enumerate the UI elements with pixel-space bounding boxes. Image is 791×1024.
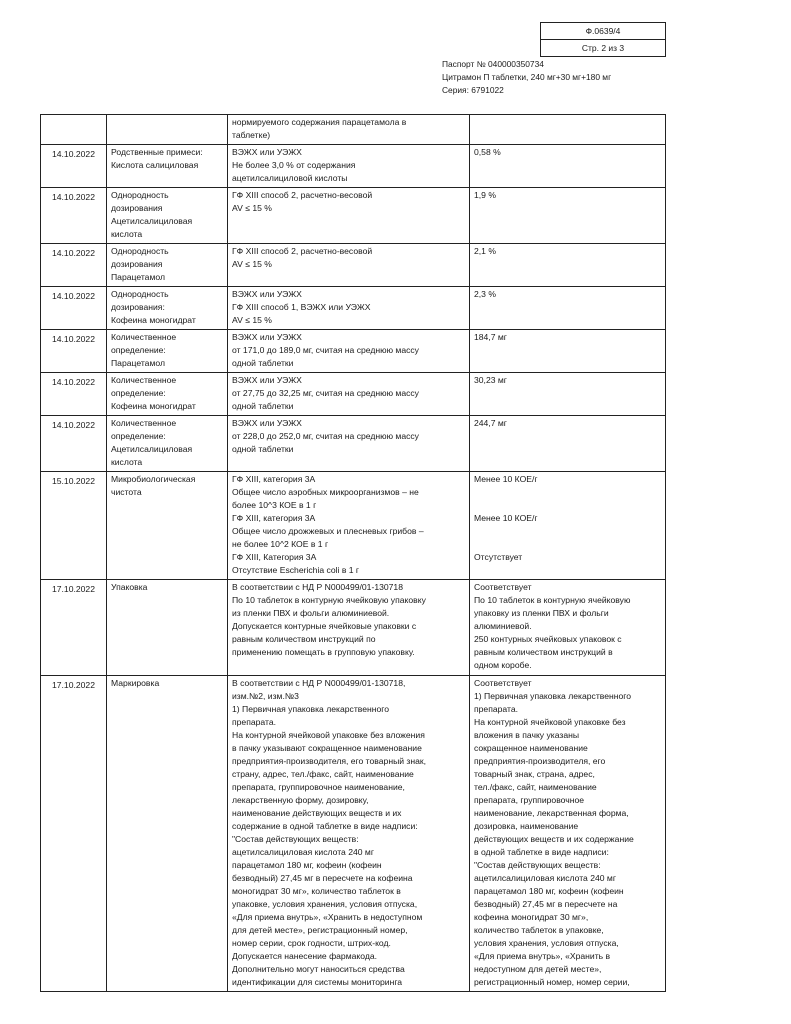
- test-result-line: безводный) 27,45 мг в пересчете на: [474, 899, 618, 909]
- test-norm-line: таблетке): [232, 130, 271, 140]
- test-norm: [228, 115, 470, 145]
- test-result-line: равным количеством инструкций в: [474, 647, 613, 657]
- test-result-line: Соответствует: [474, 582, 532, 592]
- test-name-line: дозирования: [111, 259, 163, 269]
- test-result-line: Менее 10 КОЕ/г: [474, 474, 538, 484]
- test-name-line: Однородность: [111, 289, 169, 299]
- test-norm-line: от 27,75 до 32,25 мг, считая на среднюю массу: [232, 388, 419, 398]
- test-name-line: Родственные примеси:: [111, 147, 203, 157]
- passport-header: [442, 58, 611, 97]
- test-norm: [228, 676, 470, 992]
- test-norm-line: лекарственную форму, дозировку,: [232, 795, 369, 805]
- test-norm-line: страну, адрес, тел./факс, сайт, наименование: [232, 769, 414, 779]
- test-norm-line: Допускается нанесение фармакода.: [232, 951, 378, 961]
- test-result-line: 2,1 %: [474, 246, 496, 256]
- test-results-body: [41, 115, 666, 992]
- test-result-line: количество таблеток в упаковке,: [474, 925, 604, 935]
- test-norm-line: не более 10^2 КОЕ в 1 г: [232, 539, 329, 549]
- test-norm: [228, 373, 470, 416]
- test-norm-line: ацетилсалициловая кислота 240 мг: [232, 847, 374, 857]
- test-result-line: регистрационный номер, номер серии,: [474, 977, 630, 987]
- test-result-line: недоступном для детей месте»,: [474, 964, 602, 974]
- test-result-line: действующих веществ и их содержание: [474, 834, 634, 844]
- test-name-line: Количественное: [111, 418, 177, 428]
- test-date: 14.10.2022: [41, 373, 107, 416]
- test-result-line: одном коробе.: [474, 660, 532, 670]
- test-name-line: Ацетилсалициловая: [111, 216, 193, 226]
- test-result-line: наименование, лекарственная форма,: [474, 808, 629, 818]
- test-name: [107, 416, 228, 472]
- series-number: Серия: 6791022: [442, 85, 504, 95]
- test-result-line: препарата, группировочное: [474, 795, 585, 805]
- table-row: [41, 188, 666, 244]
- test-norm-line: В соответствии с НД Р N000499/01-130718: [232, 582, 403, 592]
- test-norm-line: Не более 3,0 % от содержания: [232, 160, 356, 170]
- test-norm-line: ГФ XIII способ 2, расчетно-весовой: [232, 190, 373, 200]
- test-norm-line: В соответствии с НД Р N000499/01-130718,: [232, 678, 406, 688]
- test-result-line: 0,58 %: [474, 147, 501, 157]
- test-result-line: [474, 538, 661, 551]
- test-norm-line: применению помещать в групповую упаковку.: [232, 647, 415, 657]
- test-name: [107, 287, 228, 330]
- test-norm-line: ГФ XIII способ 2, расчетно-весовой: [232, 246, 373, 256]
- test-date: 14.10.2022: [41, 244, 107, 287]
- test-name: [107, 244, 228, 287]
- test-result-line: Соответствует: [474, 678, 532, 688]
- test-name: [107, 580, 228, 676]
- test-result: [470, 373, 666, 416]
- table-row: [41, 416, 666, 472]
- test-result: [470, 330, 666, 373]
- test-name-line: чистота: [111, 487, 142, 497]
- test-norm-line: идентификации для системы мониторинга: [232, 977, 403, 987]
- test-norm-line: ГФ XIII способ 1, ВЭЖХ или УЭЖХ: [232, 302, 371, 312]
- test-date: 14.10.2022: [41, 416, 107, 472]
- test-norm-line: AV ≤ 15 %: [232, 203, 272, 213]
- test-norm-line: в пачку указывают сокращенное наименование: [232, 743, 422, 753]
- test-result-line: условия хранения, условия отпуска,: [474, 938, 619, 948]
- test-norm-line: более 10^3 КОЕ в 1 г: [232, 500, 317, 510]
- test-result-line: 2,3 %: [474, 289, 496, 299]
- test-norm-line: наименование действующих веществ и их: [232, 808, 402, 818]
- table-row: [41, 676, 666, 992]
- test-name: [107, 115, 228, 145]
- test-result-line: [474, 499, 661, 512]
- test-date: 14.10.2022: [41, 188, 107, 244]
- test-date: 17.10.2022: [41, 580, 107, 676]
- test-norm-line: ацетилсалициловой кислоты: [232, 173, 348, 183]
- test-norm: [228, 416, 470, 472]
- table-row: [41, 330, 666, 373]
- test-norm-line: ГФ XIII, категория 3А: [232, 474, 316, 484]
- test-name-line: кислота: [111, 229, 143, 239]
- test-result: [470, 416, 666, 472]
- test-norm: [228, 580, 470, 676]
- test-result: [470, 580, 666, 676]
- test-norm-line: ВЭЖХ или УЭЖХ: [232, 418, 302, 428]
- test-norm: [228, 244, 470, 287]
- test-name-line: Парацетамол: [111, 358, 165, 368]
- test-result-line: «Для приема внутрь», «Хранить в: [474, 951, 611, 961]
- test-norm-line: препарата.: [232, 717, 277, 727]
- test-norm-line: от 228,0 до 252,0 мг, считая на среднюю массу: [232, 431, 419, 441]
- test-result-line: [474, 525, 661, 538]
- test-norm: [228, 287, 470, 330]
- test-name: [107, 330, 228, 373]
- test-date: 17.10.2022: [41, 676, 107, 992]
- test-result-line: [474, 486, 661, 499]
- test-result-line: "Состав действующих веществ:: [474, 860, 601, 870]
- test-name: [107, 676, 228, 992]
- test-norm-line: из пленки ПВХ и фольги алюминиевой.: [232, 608, 390, 618]
- test-norm-line: «Для приема внутрь», «Хранить в недоступном: [232, 912, 423, 922]
- test-result-line: упаковку из пленки ПВХ и фольги: [474, 608, 609, 618]
- test-norm-line: парацетамол 180 мг, кофеин (кофеин: [232, 860, 382, 870]
- test-date: 15.10.2022: [41, 472, 107, 580]
- test-norm: [228, 188, 470, 244]
- test-result-line: 1,9 %: [474, 190, 496, 200]
- test-name: [107, 472, 228, 580]
- test-name-line: Кофеина моногидрат: [111, 315, 196, 325]
- test-result: [470, 244, 666, 287]
- test-norm-line: моногидрат 30 мг», количество таблеток в: [232, 886, 401, 896]
- test-norm-line: Общее число аэробных микроорганизмов – не: [232, 487, 419, 497]
- test-norm-line: препарата, группировочное наименование,: [232, 782, 405, 792]
- test-name-line: определение:: [111, 345, 166, 355]
- product-name: Цитрамон П таблетки, 240 мг+30 мг+180 мг: [442, 72, 612, 82]
- table-row: [41, 287, 666, 330]
- test-norm-line: безводный) 27,45 мг в пересчете на кофеина: [232, 873, 413, 883]
- table-row: [41, 373, 666, 416]
- test-date: 14.10.2022: [41, 145, 107, 188]
- test-result-line: в одной таблетке в виде надписи:: [474, 847, 609, 857]
- test-name: [107, 145, 228, 188]
- test-result: [470, 287, 666, 330]
- test-name: [107, 373, 228, 416]
- page-number: Стр. 2 из 3: [541, 39, 665, 56]
- test-date: 14.10.2022: [41, 330, 107, 373]
- test-name-line: дозирования:: [111, 302, 165, 312]
- test-norm-line: ГФ XIII, категория 3А: [232, 513, 316, 523]
- test-result-line: 30,23 мг: [474, 375, 507, 385]
- test-norm-line: от 171,0 до 189,0 мг, считая на среднюю массу: [232, 345, 419, 355]
- test-result-line: сокращенное наименование: [474, 743, 588, 753]
- test-name: [107, 188, 228, 244]
- test-result-line: дозировка, наименование: [474, 821, 579, 831]
- test-date: 14.10.2022: [41, 287, 107, 330]
- table-row: [41, 115, 666, 145]
- test-result-line: 184,7 мг: [474, 332, 507, 342]
- form-code: Ф.0639/4: [585, 26, 621, 36]
- test-result-line: На контурной ячейковой упаковке без: [474, 717, 626, 727]
- test-result: [470, 472, 666, 580]
- test-name-line: Маркировка: [111, 678, 160, 688]
- test-norm-line: одной таблетки: [232, 358, 294, 368]
- table-row: [41, 472, 666, 580]
- test-norm-line: AV ≤ 15 %: [232, 259, 272, 269]
- table-row: [41, 244, 666, 287]
- test-norm-line: номер серии, срок годности, штрих-код.: [232, 938, 391, 948]
- test-norm-line: предприятия-производителя, его товарный знак,: [232, 756, 427, 766]
- test-norm-line: ВЭЖХ или УЭЖХ: [232, 289, 302, 299]
- test-name-line: кислота: [111, 457, 143, 467]
- test-name-line: Кислота салициловая: [111, 160, 199, 170]
- test-result-line: ацетилсалициловая кислота 240 мг: [474, 873, 616, 883]
- test-norm-line: По 10 таблеток в контурную ячейковую упаковку: [232, 595, 426, 605]
- test-result-line: товарный знак, страна, адрес,: [474, 769, 595, 779]
- test-norm-line: упаковке, условия хранения, условия отпуска,: [232, 899, 418, 909]
- test-norm: [228, 330, 470, 373]
- test-result-line: предприятия-производителя, его: [474, 756, 606, 766]
- test-norm-line: ГФ XIII, Категория 3А: [232, 552, 317, 562]
- test-name-line: Однородность: [111, 190, 169, 200]
- test-norm-line: Дополнительно могут наноситься средства: [232, 964, 405, 974]
- test-result-line: парацетамол 180 мг, кофеин (кофеин: [474, 886, 624, 896]
- test-date: [41, 115, 107, 145]
- test-results-table: [40, 114, 666, 992]
- test-result: [470, 145, 666, 188]
- test-result-line: Менее 10 КОЕ/г: [474, 513, 538, 523]
- form-code-box: [540, 22, 666, 57]
- passport-number: Паспорт № 040000350734: [442, 59, 544, 69]
- test-name-line: Упаковка: [111, 582, 148, 592]
- test-name-line: Парацетамол: [111, 272, 165, 282]
- test-result: [470, 115, 666, 145]
- test-result-line: препарата.: [474, 704, 519, 714]
- test-result-line: 244,7 мг: [474, 418, 507, 428]
- table-row: [41, 145, 666, 188]
- test-norm-line: AV ≤ 15 %: [232, 315, 272, 325]
- test-norm-line: Допускается контурные ячейковые упаковки с: [232, 621, 417, 631]
- test-norm: [228, 472, 470, 580]
- test-norm-line: равным количеством инструкций по: [232, 634, 376, 644]
- test-norm-line: одной таблетки: [232, 444, 294, 454]
- test-result-line: кофеина моногидрат 30 мг»,: [474, 912, 589, 922]
- test-result-line: тел./факс, сайт, наименование: [474, 782, 597, 792]
- test-result: [470, 676, 666, 992]
- test-name-line: Количественное: [111, 332, 177, 342]
- test-name-line: определение:: [111, 431, 166, 441]
- test-norm-line: ВЭЖХ или УЭЖХ: [232, 332, 302, 342]
- test-norm-line: одной таблетки: [232, 401, 294, 411]
- test-norm-line: "Состав действующих веществ:: [232, 834, 359, 844]
- table-row: [41, 580, 666, 676]
- test-name-line: Кофеина моногидрат: [111, 401, 196, 411]
- test-name-line: Микробиологическая: [111, 474, 196, 484]
- test-result-line: алюминиевой.: [474, 621, 532, 631]
- test-norm-line: На контурной ячейковой упаковке без вложения: [232, 730, 425, 740]
- test-result: [470, 188, 666, 244]
- test-name-line: Однородность: [111, 246, 169, 256]
- test-name-line: дозирования: [111, 203, 163, 213]
- test-name-line: Количественное: [111, 375, 177, 385]
- test-result-line: По 10 таблеток в контурную ячейковую: [474, 595, 631, 605]
- test-norm-line: Общее число дрожжевых и плесневых грибов –: [232, 526, 424, 536]
- test-name-line: определение:: [111, 388, 166, 398]
- test-result-line: Отсутствует: [474, 552, 523, 562]
- test-norm-line: 1) Первичная упаковка лекарственного: [232, 704, 389, 714]
- test-result-line: 1) Первичная упаковка лекарственного: [474, 691, 631, 701]
- test-norm: [228, 145, 470, 188]
- test-name-line: Ацетилсалициловая: [111, 444, 193, 454]
- test-norm-line: содержание в одной таблетке в виде надписи:: [232, 821, 418, 831]
- test-norm-line: нормируемого содержания парацетамола в: [232, 117, 407, 127]
- test-norm-line: Отсутствие Escherichia coli в 1 г: [232, 565, 360, 575]
- test-result-line: 250 контурных ячейковых упаковок с: [474, 634, 622, 644]
- test-norm-line: изм.№2, изм.№3: [232, 691, 299, 701]
- test-norm-line: ВЭЖХ или УЭЖХ: [232, 147, 302, 157]
- test-norm-line: для детей месте», регистрационный номер,: [232, 925, 408, 935]
- test-norm-line: ВЭЖХ или УЭЖХ: [232, 375, 302, 385]
- test-result-line: вложения в пачку указаны: [474, 730, 580, 740]
